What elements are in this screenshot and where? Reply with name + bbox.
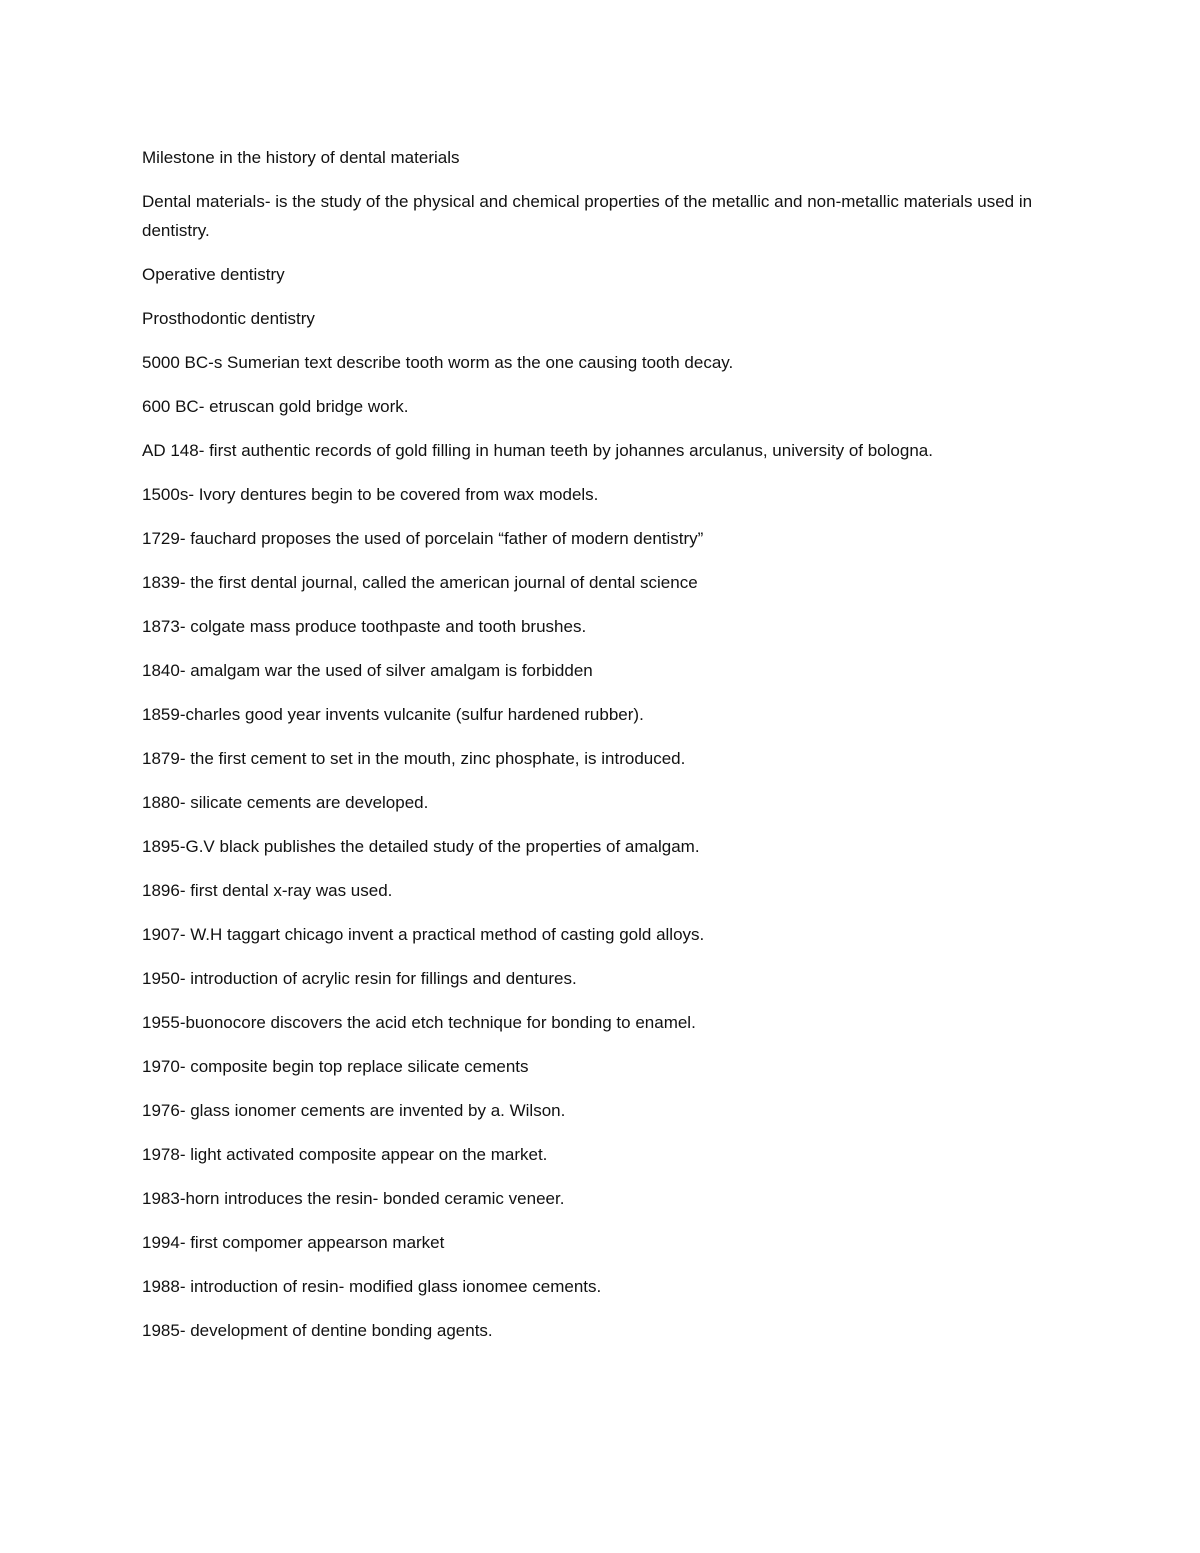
milestone-item: 5000 BC-s Sumerian text describe tooth worm as the one causing tooth decay. <box>142 353 734 372</box>
milestone-item: 1873- colgate mass produce toothpaste and tooth brushes. <box>142 617 587 636</box>
milestone-item: 1994- first compomer appearson market <box>142 1233 445 1252</box>
milestone-item: 1978- light activated composite appear on the market. <box>142 1145 548 1164</box>
document-title: Milestone in the history of dental materials <box>142 148 460 167</box>
milestone-item: 1859-charles good year invents vulcanite (sulfur hardened rubber). <box>142 705 644 724</box>
definition-paragraph: Dental materials- is the study of the physical and chemical properties of the metallic and non-metallic materials used in dentistry. <box>142 192 1033 240</box>
milestone-item: 1950- introduction of acrylic resin for fillings and dentures. <box>142 969 577 988</box>
milestone-item: 1976- glass ionomer cements are invented by a. Wilson. <box>142 1101 566 1120</box>
milestone-item: 1500s- Ivory dentures begin to be covered from wax models. <box>142 485 599 504</box>
field-prosthodontic: Prosthodontic dentistry <box>142 309 315 328</box>
milestone-item: 1988- introduction of resin- modified glass ionomee cements. <box>142 1277 602 1296</box>
milestone-item: 1970- composite begin top replace silicate cements <box>142 1057 529 1076</box>
milestone-item: AD 148- first authentic records of gold filling in human teeth by johannes arculanus, university of bologna. <box>142 441 933 460</box>
milestone-item: 1880- silicate cements are developed. <box>142 793 429 812</box>
milestone-item: 1879- the first cement to set in the mouth, zinc phosphate, is introduced. <box>142 749 686 768</box>
milestone-item: 1895-G.V black publishes the detailed study of the properties of amalgam. <box>142 837 700 856</box>
document-body <box>142 143 1042 1360</box>
milestone-item: 1955-buonocore discovers the acid etch technique for bonding to enamel. <box>142 1013 696 1032</box>
milestone-item: 1839- the first dental journal, called the american journal of dental science <box>142 573 698 592</box>
milestone-item: 1985- development of dentine bonding agents. <box>142 1321 493 1340</box>
field-operative: Operative dentistry <box>142 265 285 284</box>
milestone-item: 600 BC- etruscan gold bridge work. <box>142 397 409 416</box>
milestone-item: 1896- first dental x-ray was used. <box>142 881 393 900</box>
milestone-item: 1729- fauchard proposes the used of porcelain “father of modern dentistry” <box>142 529 704 548</box>
milestone-item: 1840- amalgam war the used of silver amalgam is forbidden <box>142 661 593 680</box>
milestone-item: 1983-horn introduces the resin- bonded ceramic veneer. <box>142 1189 565 1208</box>
milestone-item: 1907- W.H taggart chicago invent a practical method of casting gold alloys. <box>142 925 705 944</box>
